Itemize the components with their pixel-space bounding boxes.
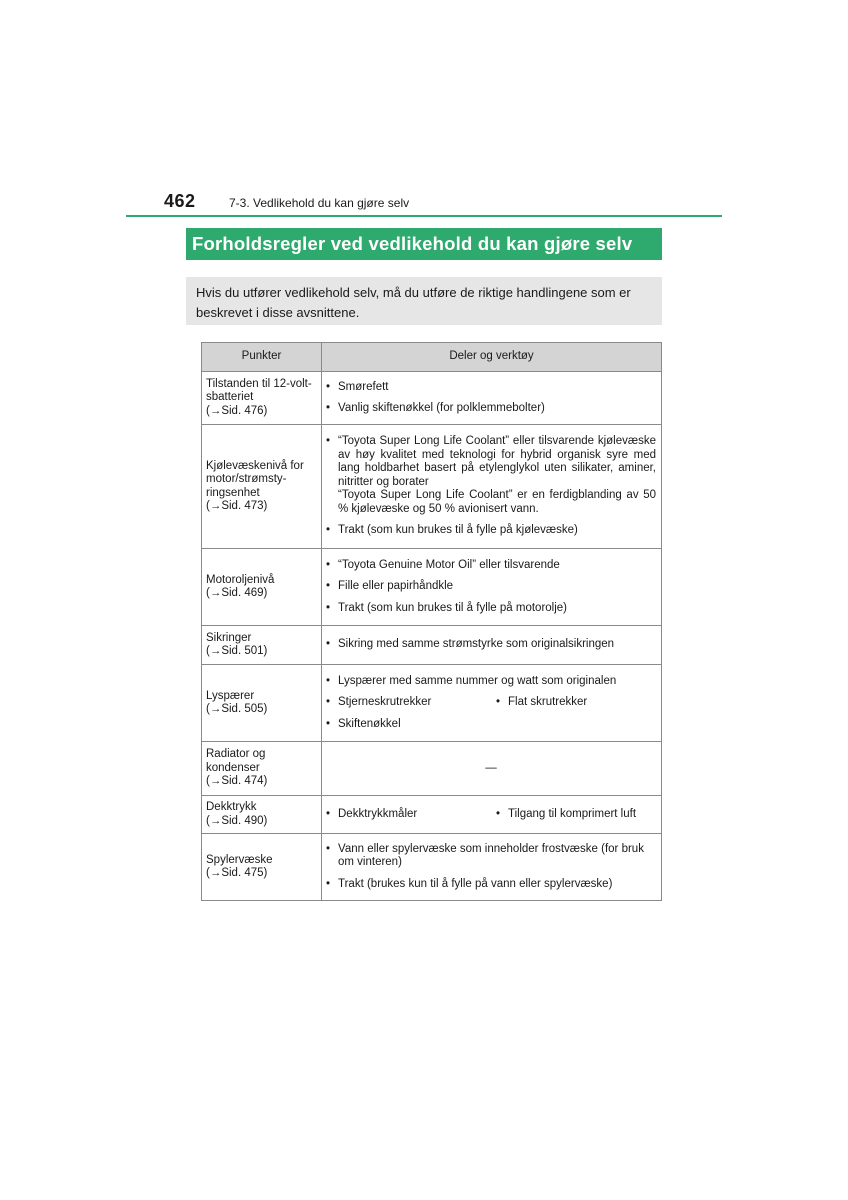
item-cell — [202, 626, 322, 665]
section-header: 7-3. Vedlikehold du kan gjøre selv — [229, 196, 410, 210]
page-reference: (→Sid. 490) — [206, 814, 268, 827]
item-line: sbatteriet — [206, 391, 254, 404]
bullet-icon: • — [326, 696, 331, 709]
page-reference: (→Sid. 473) — [206, 500, 268, 512]
tools-cell — [322, 626, 662, 665]
tools-cell — [322, 425, 662, 549]
page-reference: (→Sid. 501) — [206, 645, 268, 657]
tools-cell — [322, 372, 662, 425]
table-header-row — [202, 343, 662, 372]
list-item: • Sikring med samme strømstyrke som originalsikringen — [326, 638, 615, 651]
table-row — [202, 665, 662, 742]
item-cell — [202, 425, 322, 549]
item-cell — [202, 665, 322, 742]
tools-cell — [322, 665, 662, 742]
item-line: Spylervæske — [206, 853, 273, 866]
bullet-icon: • — [326, 435, 331, 448]
bullet-icon: • — [326, 601, 331, 614]
bullet-icon: • — [326, 558, 331, 571]
list-item: • Trakt (som kun brukes til å fylle på kjølevæske) — [326, 524, 578, 537]
bullet-icon: • — [326, 524, 331, 537]
header-rule — [126, 215, 722, 217]
page-reference: (→Sid. 469) — [206, 587, 268, 599]
bullet-icon: • — [326, 402, 331, 414]
item-cell — [202, 372, 322, 425]
item-line: Lyspærer — [206, 689, 255, 702]
list-item: • Smørefett — [326, 380, 389, 393]
item-line: Motoroljenivå — [206, 573, 275, 586]
table-row — [202, 834, 662, 901]
page-title: Forholdsregler ved vedlikehold du kan gjøre selv — [186, 228, 662, 260]
table-row — [202, 626, 662, 665]
list-item: • “Toyota Super Long Life Coolant” eller tilsvarende kjølevæske av høy kvalitet med teknologi for hybrid organisk syre med lang holdbarhet basert på etylenglykol uten silikater, aminer, nitritter og borater “Toyota Super Long Life Coolant” er en ferdigblanding av 50 % kjølevæske og 50 % avionisert vann. — [326, 435, 656, 515]
column-header-tools: Deler og verktøy — [322, 343, 662, 372]
bullet-icon: • — [496, 807, 501, 820]
coolant-note: “Toyota Super Long Life Coolant” er en ferdigblanding av 50 % kjølevæske og 50 % avionisert vann. — [338, 489, 656, 515]
bullet-icon: • — [326, 580, 331, 593]
list-item: • Trakt (som kun brukes til å fylle på motorolje) — [326, 601, 568, 614]
item-cell — [202, 796, 322, 834]
bullet-icon: • — [496, 696, 501, 709]
item-line: Tilstanden til 12-volt- — [206, 377, 312, 390]
item-line: Radiator og — [206, 748, 266, 761]
tools-cell — [322, 834, 662, 901]
item-line: Kjølevæskenivå for — [206, 459, 304, 472]
item-line: motor/strømsty- — [206, 473, 287, 485]
page-reference: (→Sid. 475) — [206, 867, 268, 879]
table-row — [202, 549, 662, 626]
list-item: • Tilgang til komprimert luft — [496, 807, 637, 820]
table-row — [202, 742, 662, 796]
tools-cell — [322, 796, 662, 834]
page-reference: (→Sid. 505) — [206, 703, 268, 715]
column-header-items: Punkter — [202, 343, 322, 372]
bullet-icon: • — [326, 877, 331, 890]
item-line: Sikringer — [206, 631, 252, 644]
item-cell — [202, 834, 322, 901]
page-number: 462 — [164, 191, 196, 211]
bullet-icon: • — [326, 674, 331, 687]
list-item: • Skiftenøkkel — [326, 717, 401, 730]
list-item: • Vanlig skiftenøkkel (for polklemmebolter) — [326, 402, 545, 414]
bullet-icon: • — [326, 842, 331, 855]
intro-box: Hvis du utfører vedlikehold selv, må du utføre de riktige handlingene som er beskrevet i disse avsnittene. — [186, 277, 662, 325]
list-item: • Flat skrutrekker — [496, 696, 588, 709]
tools-cell — [322, 549, 662, 626]
list-item: • Lyspærer med samme nummer og watt som originalen — [326, 674, 617, 687]
list-item: • “Toyota Genuine Motor Oil” eller tilsvarende — [326, 558, 560, 571]
list-item: • Trakt (brukes kun til å fylle på vann eller spylervæske) — [326, 877, 613, 890]
list-item: • Stjerneskrutrekker — [326, 696, 432, 709]
item-cell — [202, 742, 322, 796]
page-reference: (→Sid. 474) — [206, 775, 268, 788]
empty-dash: — — [485, 761, 497, 774]
list-item: • Fille eller papirhåndkle — [326, 580, 454, 593]
page-reference: (→Sid. 476) — [206, 404, 268, 417]
table-row — [202, 796, 662, 834]
item-cell — [202, 549, 322, 626]
item-line: Dekktrykk — [206, 801, 257, 813]
bullet-icon: • — [326, 638, 331, 651]
item-line: ringsenhet — [206, 486, 260, 499]
list-item: • Vann eller spylervæske som inneholder frostvæske (for bruk om vinteren) — [326, 842, 644, 869]
table-row — [202, 425, 662, 549]
bullet-icon: • — [326, 717, 331, 730]
list-item: • Dekktrykkmåler — [326, 807, 418, 820]
item-line: kondenser — [206, 761, 260, 774]
bullet-icon: • — [326, 380, 331, 393]
table-row — [202, 372, 662, 425]
bullet-icon: • — [326, 807, 331, 820]
tools-cell — [322, 742, 662, 796]
parts-table — [201, 342, 662, 901]
